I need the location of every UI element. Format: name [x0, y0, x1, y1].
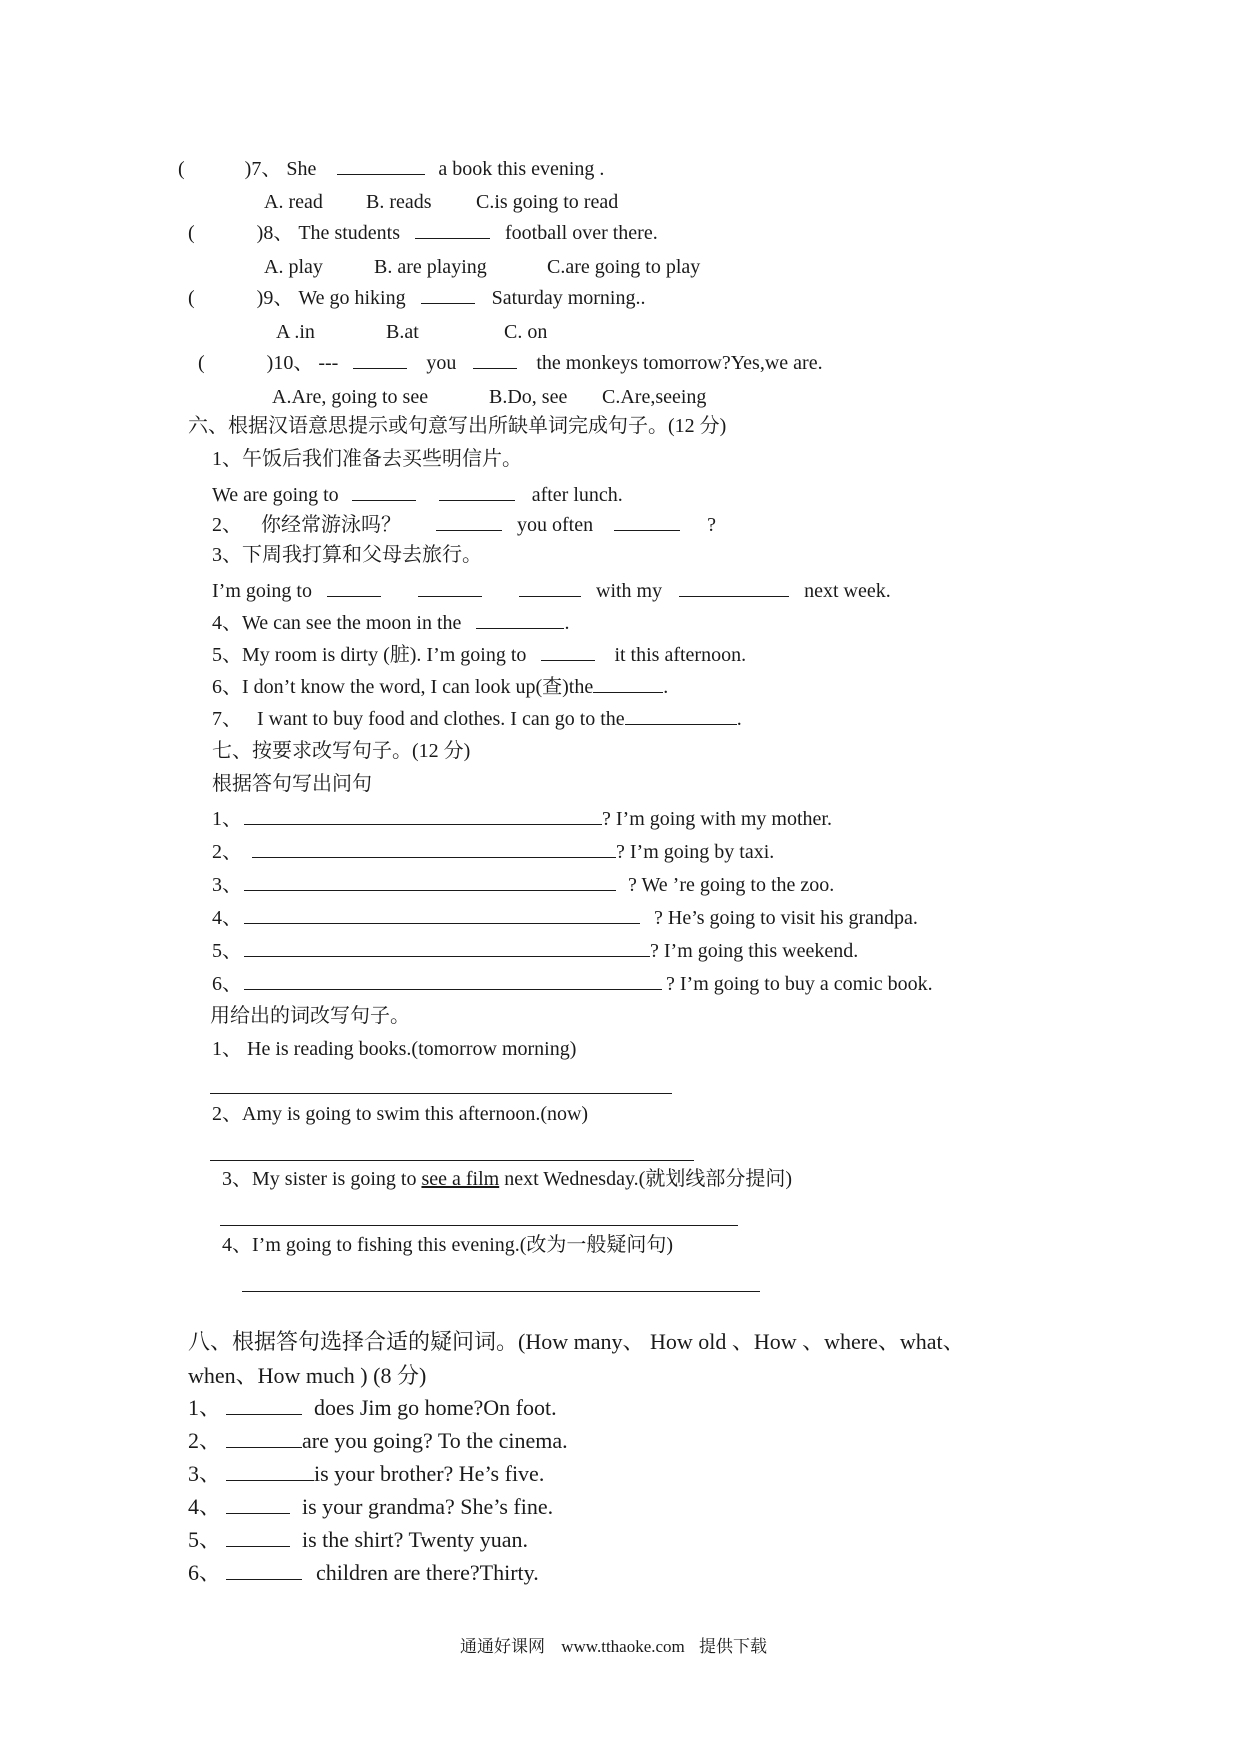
answer-blank[interactable]	[476, 610, 564, 629]
answer-paren-open: (	[188, 222, 195, 244]
answer-paren-open: (	[178, 158, 185, 180]
answer-blank[interactable]	[226, 1429, 302, 1448]
answer-sentence: ? I’m going this weekend.	[650, 940, 859, 962]
sentence-text: is your grandma? She’s fine.	[302, 1494, 554, 1519]
s7-qa-2	[212, 839, 774, 864]
section-8-heading: 八、根据答句选择合适的疑问词。(How many、 How old 、How 、where、what、	[188, 1329, 965, 1354]
answer-blank[interactable]	[593, 674, 663, 693]
sentence-text: I’m going to	[212, 580, 312, 602]
answer-sentence: ? I’m going by taxi.	[616, 841, 775, 863]
answer-paren-close: )	[256, 222, 264, 244]
answer-blank[interactable]	[337, 156, 425, 175]
question-number: 4、	[188, 1494, 222, 1519]
s8-item-1	[188, 1396, 557, 1420]
s7-rewrite-4: 4、I’m going to fishing this evening.(改为一般疑问句)	[222, 1234, 674, 1256]
answer-blank[interactable]	[415, 220, 490, 239]
sentence-text: you often	[517, 514, 594, 536]
question-stem: We go hiking	[298, 287, 406, 309]
sentence-text: it this afternoon.	[614, 644, 747, 666]
question-number: 8、	[263, 222, 294, 244]
question-number: 4、	[212, 907, 242, 929]
answer-blank[interactable]	[679, 578, 789, 597]
option-c: C. on	[504, 321, 548, 343]
s8-item-6	[188, 1561, 539, 1585]
question-number: 6、	[212, 973, 242, 995]
s8-item-4	[188, 1495, 553, 1519]
question-number: 2、	[212, 514, 242, 536]
question-number: 1、	[188, 1395, 222, 1420]
sentence-text: children are there?Thirty.	[316, 1560, 539, 1585]
answer-blank[interactable]	[352, 482, 416, 501]
question-stem: the monkeys tomorrow?Yes,we are.	[536, 352, 823, 374]
s7-qa-4	[212, 905, 918, 930]
answer-line[interactable]	[252, 839, 616, 858]
answer-sentence: ? He’s going to visit his grandpa.	[654, 907, 918, 929]
answer-paren-open: (	[198, 352, 205, 374]
sentence-text: next week.	[804, 580, 891, 602]
mc-question-8	[188, 220, 658, 245]
section-8-heading-cont: when、How much ) (8 分)	[188, 1363, 427, 1388]
sentence-text: is your brother? He’s five.	[314, 1461, 545, 1486]
rewrite-answer-line[interactable]	[210, 1093, 672, 1094]
option-b: B. are playing	[374, 256, 487, 278]
answer-line[interactable]	[244, 971, 662, 990]
answer-sentence: ? We ’re going to the zoo.	[628, 874, 835, 896]
option-c: C.are going to play	[547, 256, 701, 278]
sentence-text: 6、I don’t know the word, I can look up(查)the	[212, 676, 594, 698]
s7-qa-5	[212, 938, 858, 963]
answer-blank[interactable]	[519, 578, 581, 597]
underlined-phrase: see a film	[421, 1168, 500, 1190]
sentence-text: We are going to	[212, 484, 339, 506]
s6-q6	[212, 674, 668, 699]
answer-line[interactable]	[244, 872, 616, 891]
sentence-text: 4、We can see the moon in the	[212, 612, 462, 634]
footer-suffix: 提供下载	[699, 1637, 768, 1656]
s7-rewrite-1: 1、 He is reading books.(tomorrow morning)	[212, 1038, 577, 1060]
s6-q4	[212, 610, 569, 635]
answer-blank[interactable]	[439, 482, 515, 501]
sentence-text: 5、My room is dirty (脏). I’m going to	[212, 644, 527, 666]
section-6-heading: 六、根据汉语意思提示或句意写出所缺单词完成句子。(12 分)	[188, 415, 727, 437]
sentence-chinese: 你经常游泳吗？	[261, 514, 401, 536]
question-number: 9、	[263, 287, 294, 309]
answer-blank[interactable]	[614, 512, 680, 531]
s7-rewrite-3	[222, 1167, 792, 1191]
answer-sentence: ? I’m going to buy a comic book.	[666, 973, 933, 995]
question-number: 5、	[212, 940, 242, 962]
question-stem: ---	[318, 352, 339, 374]
s7-rewrite-2: 2、Amy is going to swim this afternoon.(now)	[212, 1103, 589, 1125]
s8-item-3	[188, 1462, 544, 1486]
rewrite-answer-line[interactable]	[220, 1225, 738, 1226]
s6-q5	[212, 642, 746, 667]
mc-question-7	[178, 156, 604, 181]
answer-blank[interactable]	[625, 706, 737, 725]
page-footer	[460, 1632, 767, 1657]
s6-q3-chinese: 3、下周我打算和父母去旅行。	[212, 544, 482, 566]
answer-line[interactable]	[244, 938, 650, 957]
question-number: 7、	[251, 158, 282, 180]
mc-question-10	[198, 350, 823, 375]
sentence-text: with my	[596, 580, 663, 602]
question-number: 3、	[188, 1461, 222, 1486]
s7-qa-3	[212, 872, 834, 897]
answer-blank[interactable]	[353, 350, 407, 369]
sentence-text: I want to buy food and clothes. I can go to the	[257, 708, 625, 730]
rewrite-answer-line[interactable]	[210, 1160, 694, 1161]
sentence-text: next Wednesday.(就划线部分提问)	[504, 1168, 792, 1190]
answer-line[interactable]	[244, 905, 640, 924]
mc-options-9	[276, 320, 547, 344]
question-number: 7、	[212, 708, 242, 730]
sentence-text: .	[736, 708, 742, 730]
option-c: C.is going to read	[476, 191, 619, 213]
question-number: 1、	[212, 808, 242, 830]
sentence-text: are you going? To the cinema.	[302, 1428, 568, 1453]
answer-blank[interactable]	[226, 1561, 302, 1580]
mc-question-9	[188, 285, 645, 310]
answer-sentence: ? I’m going with my mother.	[602, 808, 832, 830]
answer-paren-close: )	[244, 158, 252, 180]
option-c: C.Are,seeing	[602, 386, 707, 408]
question-stem: a book this evening .	[438, 158, 605, 180]
answer-blank[interactable]	[226, 1495, 290, 1514]
option-a: A .in	[276, 321, 315, 343]
sentence-text: does Jim go home?On foot.	[314, 1395, 557, 1420]
s6-q7	[212, 706, 742, 731]
option-a: A.Are, going to see	[272, 386, 429, 408]
s7-subheading-rewrite: 用给出的词改写句子。	[210, 1005, 410, 1027]
answer-line[interactable]	[244, 806, 602, 825]
answer-blank[interactable]	[226, 1528, 290, 1547]
question-number: 2、	[212, 841, 242, 863]
answer-paren-open: (	[188, 287, 195, 309]
question-number: 6、	[188, 1560, 222, 1585]
option-a: A. read	[264, 191, 323, 213]
s7-qa-1	[212, 806, 832, 831]
question-stem: football over there.	[505, 222, 658, 244]
s8-item-5	[188, 1528, 528, 1552]
question-stem: Saturday morning..	[491, 287, 646, 309]
s6-q2	[212, 512, 716, 537]
question-number: 3、	[212, 874, 242, 896]
option-b: B.at	[386, 321, 419, 343]
s6-q1	[212, 482, 623, 507]
footer-url[interactable]: www.tthaoke.com	[561, 1637, 685, 1656]
sentence-text: .	[564, 612, 570, 634]
section-7-heading: 七、按要求改写句子。(12 分)	[212, 740, 471, 762]
sentence-text: .	[663, 676, 669, 698]
question-number: 2、	[188, 1428, 222, 1453]
sentence-text: 3、My sister is going to	[222, 1168, 417, 1190]
s6-q1-chinese: 1、午饭后我们准备去买些明信片。	[212, 448, 522, 470]
mc-options-10	[272, 385, 706, 409]
answer-blank[interactable]	[327, 578, 381, 597]
mc-options-7	[264, 190, 618, 214]
answer-blank[interactable]	[421, 285, 475, 304]
answer-blank[interactable]	[226, 1462, 314, 1481]
question-number: 10、	[273, 352, 314, 374]
answer-blank[interactable]	[473, 350, 517, 369]
sentence-text: after lunch.	[531, 484, 623, 506]
answer-blank[interactable]	[541, 642, 595, 661]
s6-q3	[212, 578, 891, 603]
answer-blank[interactable]	[418, 578, 482, 597]
question-number: 5、	[188, 1527, 222, 1552]
sentence-text: is the shirt? Twenty yuan.	[302, 1527, 528, 1552]
question-stem: The students	[298, 222, 400, 244]
answer-blank[interactable]	[226, 1396, 302, 1415]
option-b: B.Do, see	[489, 386, 568, 408]
sentence-text: ?	[707, 514, 716, 536]
s7-qa-6	[212, 971, 933, 996]
s8-item-2	[188, 1429, 568, 1453]
question-stem: you	[426, 352, 457, 374]
question-stem: She	[286, 158, 317, 180]
mc-options-8	[264, 255, 700, 279]
answer-paren-close: )	[256, 287, 264, 309]
rewrite-answer-line[interactable]	[242, 1291, 760, 1292]
option-a: A. play	[264, 256, 323, 278]
option-b: B. reads	[366, 191, 432, 213]
answer-blank[interactable]	[436, 512, 502, 531]
footer-site-name: 通通好课网	[460, 1637, 545, 1656]
answer-paren-close: )	[266, 352, 274, 374]
s7-subheading-questions: 根据答句写出问句	[212, 773, 372, 795]
